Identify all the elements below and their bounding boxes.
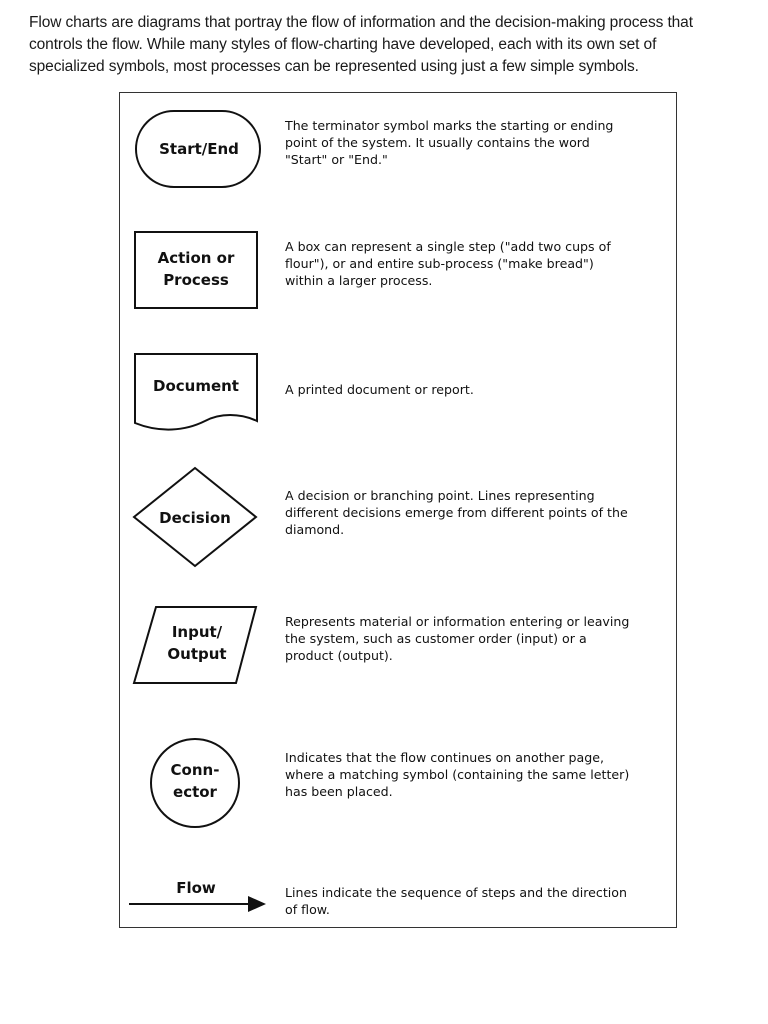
process-label bbox=[117, 247, 275, 291]
description-line: Lines indicate the sequence of steps and the direction bbox=[285, 885, 627, 900]
symbol-row-process bbox=[120, 229, 678, 319]
decision-label-line: Decision bbox=[159, 509, 231, 527]
connector-label bbox=[116, 759, 274, 803]
process-shape bbox=[120, 229, 278, 319]
description-line: A printed document or report. bbox=[285, 382, 474, 397]
input-output-label-line: Output bbox=[167, 645, 227, 663]
input-output-description bbox=[285, 613, 675, 664]
description-line: has been placed. bbox=[285, 784, 393, 799]
description-line: The terminator symbol marks the starting or ending bbox=[285, 118, 614, 133]
symbol-row-connector bbox=[120, 723, 678, 843]
connector-shape bbox=[120, 723, 278, 843]
description-line: "Start" or "End." bbox=[285, 152, 388, 167]
process-label-line: Action or bbox=[157, 249, 235, 267]
description-line: A box can represent a single step ("add two cups of bbox=[285, 239, 611, 254]
terminator-shape bbox=[120, 107, 278, 197]
description-line: Indicates that the flow continues on another page, bbox=[285, 750, 604, 765]
decision-label bbox=[116, 507, 274, 529]
intro-paragraph bbox=[29, 12, 754, 78]
terminator-label bbox=[120, 138, 278, 160]
intro-line: controls the flow. While many styles of flow-charting have developed, each with its own set of bbox=[29, 36, 657, 53]
description-line: flour"), or and entire sub-process ("make bread") bbox=[285, 256, 594, 271]
terminator-label-line: Start/End bbox=[159, 140, 239, 158]
description-line: A decision or branching point. Lines representing bbox=[285, 488, 595, 503]
description-line: of flow. bbox=[285, 902, 330, 917]
connector-label-line: Conn- bbox=[170, 761, 220, 779]
description-line: diamond. bbox=[285, 522, 345, 537]
description-line: different decisions emerge from different points of the bbox=[285, 505, 628, 520]
input-output-shape bbox=[120, 605, 278, 687]
description-line: Represents material or information entering or leaving bbox=[285, 614, 630, 629]
document-label-line: Document bbox=[153, 377, 239, 395]
description-line: product (output). bbox=[285, 648, 393, 663]
process-description bbox=[285, 238, 675, 289]
description-line: within a larger process. bbox=[285, 273, 433, 288]
flowchart-symbols-panel bbox=[119, 92, 677, 928]
connector-label-line: ector bbox=[173, 783, 217, 801]
flow-description bbox=[285, 884, 675, 918]
description-line: the system, such as customer order (input) or a bbox=[285, 631, 587, 646]
document-label bbox=[117, 375, 275, 397]
symbol-row-input-output bbox=[120, 605, 678, 687]
decision-shape bbox=[120, 465, 278, 569]
description-line: point of the system. It usually contains the word bbox=[285, 135, 590, 150]
intro-line: specialized symbols, most processes can be represented using just a few simple symbols. bbox=[29, 58, 639, 75]
decision-description bbox=[285, 487, 675, 538]
description-line: where a matching symbol (containing the same letter) bbox=[285, 767, 630, 782]
symbol-row-terminator bbox=[120, 107, 678, 197]
intro-line: Flow charts are diagrams that portray the flow of information and the decision-making process that bbox=[29, 14, 693, 31]
terminator-description bbox=[285, 117, 675, 168]
input-output-label-line: Input/ bbox=[171, 623, 223, 641]
process-label-line: Process bbox=[163, 271, 229, 289]
symbol-row-flow bbox=[120, 875, 678, 925]
symbol-row-decision bbox=[120, 465, 678, 569]
flow-label bbox=[117, 877, 275, 899]
connector-description bbox=[285, 749, 675, 800]
flow-shape bbox=[120, 875, 278, 925]
document-description bbox=[285, 381, 675, 398]
input-output-label bbox=[118, 621, 276, 665]
document-shape bbox=[120, 351, 278, 431]
symbol-row-document bbox=[120, 351, 678, 431]
flow-label-line: Flow bbox=[176, 879, 216, 897]
